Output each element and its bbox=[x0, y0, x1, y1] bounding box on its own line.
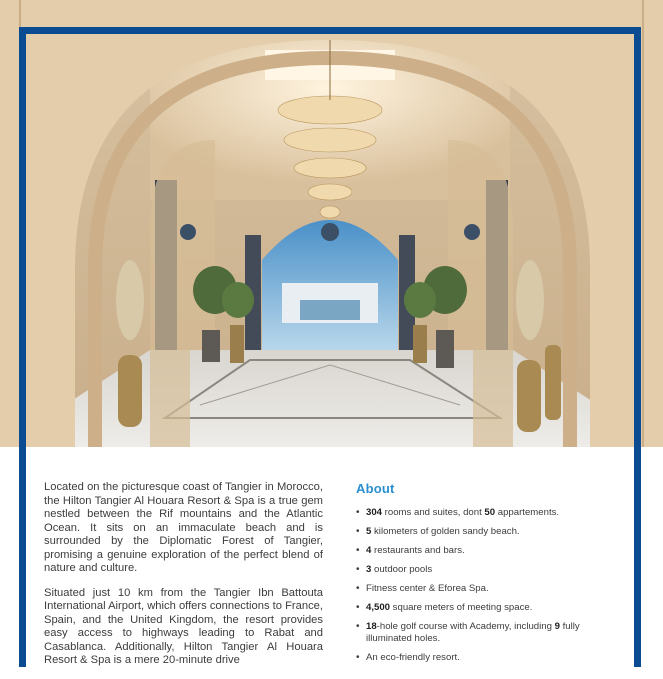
intro-column bbox=[44, 481, 323, 679]
bullet-icon: • bbox=[356, 545, 360, 556]
item-text: restaurants and bars. bbox=[371, 545, 465, 556]
bullet-icon: • bbox=[356, 564, 360, 575]
about-list-item bbox=[356, 602, 626, 614]
item-text: -hole golf course with Academy, including bbox=[376, 621, 555, 632]
item-text: rooms and suites, dont bbox=[382, 507, 485, 518]
item-text: appartements. bbox=[495, 507, 560, 518]
bullet-icon: • bbox=[356, 526, 360, 537]
blue-frame-right bbox=[634, 27, 641, 667]
about-list-item bbox=[356, 507, 626, 519]
intro-paragraph: Situated just 10 km from the Tangier Ibn Battouta International Airport, which offers connections to France, Spain, and the United Kingdom, the resort provides easy access to highways leading to Rabat and Casablanca. Additionally, Hilton Tangier Al Houara Resort & Spa is a mere 20-minute drive bbox=[44, 586, 324, 666]
highlight-number: 4 bbox=[366, 545, 372, 556]
about-list-item bbox=[356, 564, 626, 576]
blue-frame-left bbox=[19, 27, 26, 667]
intro-paragraph: Located on the picturesque coast of Tangier in Morocco, the Hilton Tangier Al Houara Resort & Spa is a true gem nestled between the Rif mountains and the Atlantic Ocean. It sits on an immaculate beach and is surrounded by the Diplomatic Forest of Tangier, promising a genuine exploration of the perfect blend of nature and culture. bbox=[44, 481, 323, 574]
item-text: fully illuminated holes. bbox=[366, 621, 580, 644]
highlight-number: 18 bbox=[366, 621, 377, 632]
item-text: kilometers of golden sandy beach. bbox=[371, 526, 520, 537]
about-list-item bbox=[356, 621, 626, 645]
item-text: An eco-friendly resort. bbox=[366, 652, 460, 663]
bullet-icon: • bbox=[356, 583, 360, 594]
highlight-number: 4,500 bbox=[366, 602, 391, 613]
blue-frame-top bbox=[19, 27, 641, 34]
bullet-icon: • bbox=[356, 621, 360, 632]
item-text: Fitness center & Eforea Spa. bbox=[366, 583, 489, 594]
highlight-number: 5 bbox=[366, 526, 372, 537]
about-column bbox=[356, 481, 626, 671]
bullet-icon: • bbox=[356, 602, 360, 613]
highlight-number: 3 bbox=[366, 564, 372, 575]
about-list bbox=[356, 507, 626, 664]
highlight-number: 9 bbox=[554, 621, 560, 632]
about-heading: About bbox=[356, 481, 395, 496]
about-list-item bbox=[356, 545, 626, 557]
bullet-icon: • bbox=[356, 652, 360, 663]
highlight-number: 304 bbox=[366, 507, 383, 518]
about-list-item bbox=[356, 583, 626, 595]
bullet-icon: • bbox=[356, 507, 360, 518]
item-text: outdoor pools bbox=[371, 564, 433, 575]
about-list-item bbox=[356, 526, 626, 538]
highlight-number: 50 bbox=[484, 507, 496, 518]
about-list-item bbox=[356, 652, 626, 664]
item-text: square meters of meeting space. bbox=[390, 602, 533, 613]
